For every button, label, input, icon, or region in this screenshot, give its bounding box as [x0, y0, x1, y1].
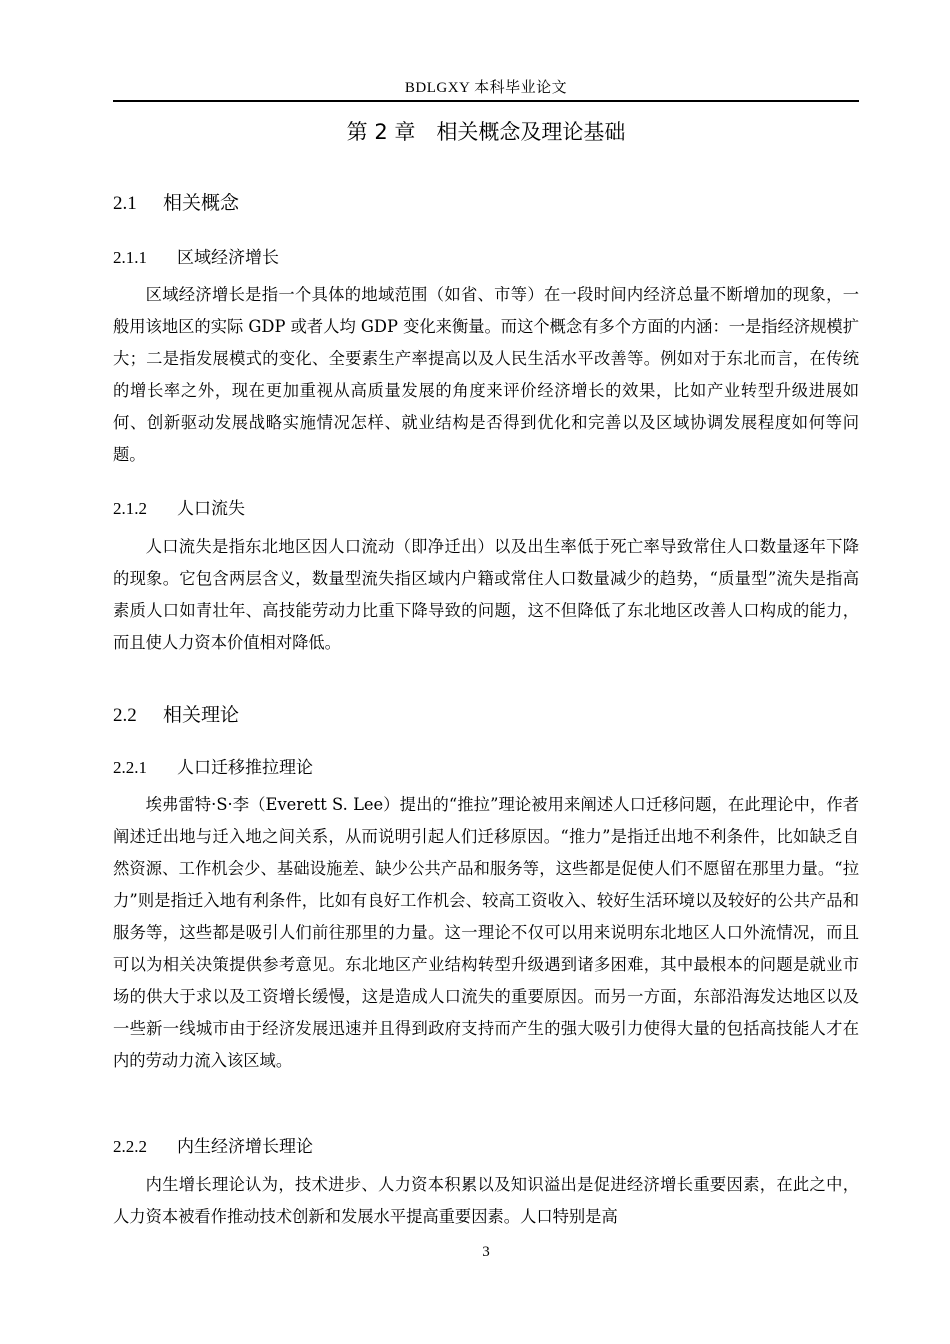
- header-rule: [113, 100, 859, 102]
- section-number: 2.1.2: [113, 499, 147, 518]
- section-title: 相关理论: [163, 704, 240, 726]
- section-heading-2-2-2: [113, 1132, 313, 1157]
- paragraph-push-pull-theory: 埃弗雷特·S·李（Everett S. Lee）提出的“推拉”理论被用来阐述人口迁移问题，在此理论中，作者阐述迁出地与迁入地之间关系，从而说明引起人们迁移原因。“推力”是指迁出地不利条件，比如缺乏自然资源、工作机会少、基础设施差、缺少公共产品和服务等，这些都是促使人们不愿留在那里力量。“拉力”则是指迁入地有利条件，比如有良好工作机会、较高工资收入、较好生活环境以及较好的公共产品和服务等，这些都是吸引人们前往那里的力量。这一理论不仅可以用来说明东北地区人口外流情况，而且可以为相关决策提供参考意见。东北地区产业结构转型升级遇到诸多困难，其中最根本的问题是就业市场的供大于求以及工资增长缓慢，这是造成人口流失的重要原因。而另一方面，东部沿海发达地区以及一些新一线城市由于经济发展迅速并且得到政府支持而产生的强大吸引力使得大量的包括高技能人才在内的劳动力流入该区域。: [113, 795, 859, 1070]
- section-title: 人口流失: [177, 499, 245, 519]
- section-title: 人口迁移推拉理论: [177, 758, 313, 778]
- section-heading-2-1-1: [113, 243, 279, 268]
- section-number: 2.2.2: [113, 1137, 147, 1156]
- section-heading-2-1-2: [113, 494, 245, 519]
- section-title: 内生经济增长理论: [177, 1137, 313, 1157]
- paragraph-population-loss: 人口流失是指东北地区因人口流动（即净迁出）以及出生率低于死亡率导致常住人口数量逐年下降的现象。它包含两层含义，数量型流失指区域内户籍或常住人口数量减少的趋势，“质量型”流失是指高素质人口如青壮年、高技能劳动力比重下降导致的问题，这不但降低了东北地区改善人口构成的能力，而且使人力资本价值相对降低。: [113, 537, 859, 652]
- section-number: 2.1.1: [113, 248, 147, 267]
- section-heading-2-1: [113, 188, 239, 215]
- section-number: 2.2: [113, 705, 137, 726]
- section-heading-2-2-1: [113, 753, 313, 778]
- section-title: 区域经济增长: [177, 248, 279, 268]
- paragraph-endogenous-growth: 内生增长理论认为，技术进步、人力资本积累以及知识溢出是促进经济增长重要因素，在此之中，人力资本被看作推动技术创新和发展水平提高重要因素。人口特别是高: [113, 1175, 859, 1226]
- page-number: 3: [482, 1244, 490, 1260]
- running-header: BDLGXY 本科毕业论文: [404, 80, 568, 96]
- chapter-title: 第 2 章 相关概念及理论基础: [346, 120, 626, 144]
- section-number: 2.1: [113, 193, 137, 214]
- section-heading-2-2: [113, 700, 239, 727]
- section-number: 2.2.1: [113, 758, 147, 777]
- paragraph-regional-growth: 区域经济增长是指一个具体的地域范围（如省、市等）在一段时间内经济总量不断增加的现象，一般用该地区的实际 GDP 或者人均 GDP 变化来衡量。而这个概念有多个方面的内涵：一是指经济规模扩大；二是指发展模式的变化、全要素生产率提高以及人民生活水平改善等。例如对于东北而言，在传统的增长率之外，现在更加重视从高质量发展的角度来评价经济增长的效果，比如产业转型升级进展如何、创新驱动发展战略实施情况怎样、就业结构是否得到优化和完善以及区域协调发展程度如何等问题。: [113, 285, 859, 464]
- section-title: 相关概念: [163, 192, 240, 214]
